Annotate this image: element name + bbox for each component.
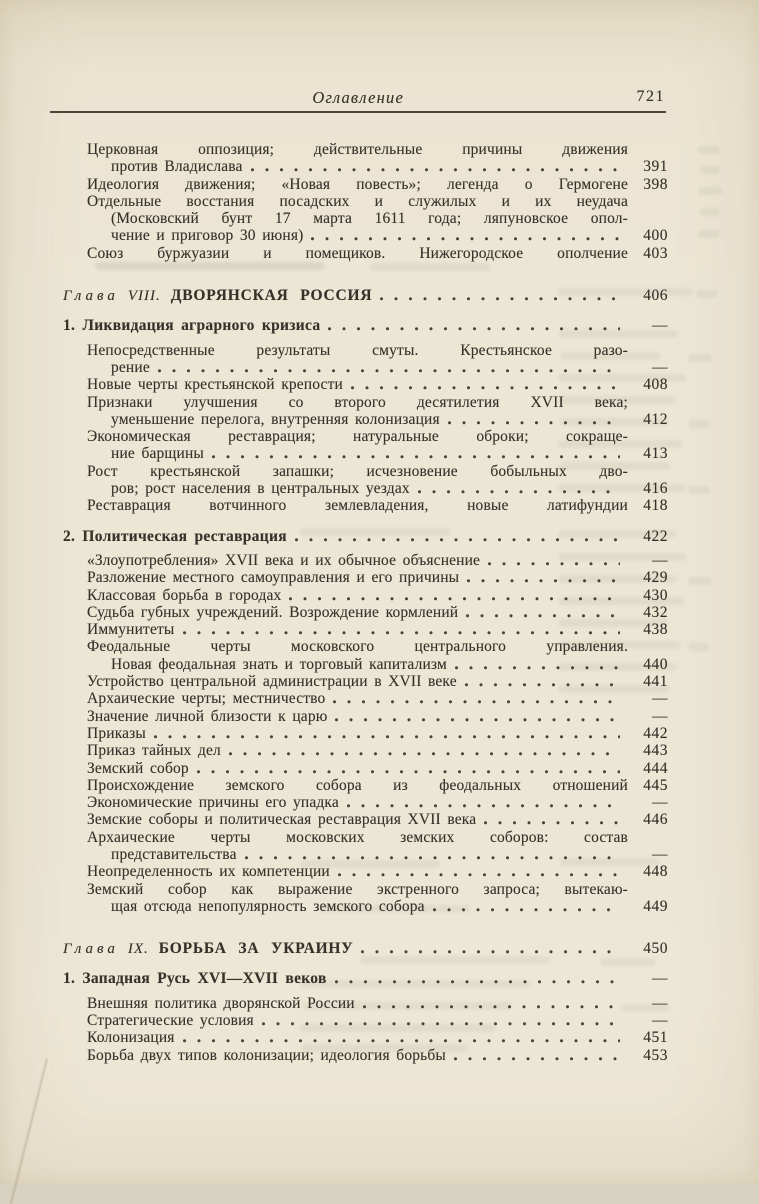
show-through-mark	[688, 643, 710, 651]
dot-leader	[228, 742, 620, 759]
show-through-mark	[698, 146, 720, 154]
toc-row	[63, 569, 668, 586]
dot-leader	[196, 760, 620, 777]
page-ref: —	[652, 970, 668, 988]
toc-entry-text: Новая феодальная знать и торговый капитализм	[111, 655, 447, 673]
section-row	[63, 528, 668, 545]
toc-entry-text: Признаки улучшения со второго десятилетия XVII века;	[87, 393, 628, 411]
dot-leader	[447, 411, 620, 428]
toc-block	[63, 342, 668, 515]
page-ref: —	[652, 707, 668, 725]
toc-row	[63, 621, 668, 638]
page-ref: 406	[643, 287, 668, 305]
section-title: 1. Ликвидация аграрного кризиса	[63, 317, 321, 335]
toc-row	[63, 725, 668, 742]
dot-leader	[464, 673, 620, 690]
toc-entry-text: представительства	[111, 845, 237, 863]
page-ref: —	[652, 551, 668, 569]
toc-entry-text: ров; рост населения в центральных уездах	[111, 480, 410, 498]
toc-row	[63, 656, 668, 673]
page-ref: 442	[643, 724, 668, 742]
page-ref: 440	[643, 655, 668, 673]
page-ref: —	[652, 994, 668, 1012]
folio-number: 721	[636, 88, 665, 105]
show-through-mark	[696, 290, 718, 298]
dot-leader	[362, 995, 620, 1012]
toc-row	[63, 245, 668, 262]
show-through-mark	[688, 420, 710, 428]
page-ref: 451	[643, 1029, 668, 1047]
toc-entry-text: щая отсюда непопулярность земского собора	[111, 897, 425, 915]
dot-leader	[483, 811, 620, 828]
dot-leader	[261, 1012, 620, 1029]
page-ref: 398	[643, 175, 668, 193]
page-ref: 444	[643, 759, 668, 777]
toc-row	[63, 158, 668, 175]
page-ref: 443	[643, 742, 668, 760]
dot-leader	[332, 690, 620, 707]
show-through-mark	[698, 230, 720, 238]
toc-entry-text: Классовая борьба в городах	[87, 586, 282, 604]
toc-row	[63, 480, 668, 497]
page-ref: —	[652, 317, 668, 335]
toc-entry-text: Борьба двух типов колонизации; идеология борьбы	[87, 1046, 446, 1064]
toc-row	[63, 445, 668, 462]
toc-row	[63, 587, 668, 604]
toc-entry-text: Иммунитеты	[87, 621, 175, 639]
toc-entry-text: Рост крестьянской запашки; исчезновение бобыльных дво-	[87, 462, 628, 480]
toc-entry-text: Новые черты крестьянской крепости	[87, 376, 343, 394]
dot-leader	[182, 1029, 620, 1046]
toc-entry-text: Архаические черты; местничество	[87, 690, 326, 708]
page-ref: 400	[643, 227, 668, 245]
toc-row	[63, 604, 668, 621]
toc-row	[63, 777, 668, 794]
toc-entry-text: Земский собор как выражение экстренного запроса; вытекаю-	[87, 880, 628, 898]
dot-leader	[211, 445, 620, 462]
toc-entry-text: Идеология движения; «Новая повесть»; легенда о Гермогене	[87, 175, 628, 193]
toc-entry-text: Разложение местного самоуправления и его причины	[87, 569, 460, 587]
toc-entry-text: Устройство центральной администрации в XVII веке	[87, 673, 457, 691]
dot-leader	[350, 376, 620, 393]
page-ref: 422	[643, 527, 668, 545]
toc-row	[63, 1029, 668, 1046]
toc-entry-text: Реставрация вотчинного землевладения, новые латифундии	[87, 497, 628, 515]
page-ref: 446	[643, 811, 668, 829]
toc-row	[63, 552, 668, 569]
toc-list	[63, 141, 668, 1064]
toc-row	[63, 394, 668, 411]
dot-leader	[465, 604, 620, 621]
dot-leader	[334, 970, 620, 987]
toc-entry-text: Земские соборы и политическая реставрация XVII века	[87, 811, 477, 829]
page-ref: 391	[643, 158, 668, 176]
toc-entry-text: уменьшение перелога, внутренняя колонизация	[111, 410, 440, 428]
toc-row	[63, 193, 668, 210]
toc-row	[63, 811, 668, 828]
toc-entry-text: Значение личной близости к царю	[87, 707, 328, 725]
dot-leader	[182, 621, 621, 638]
page-ref: 448	[643, 863, 668, 881]
show-through-mark	[688, 354, 712, 362]
page-ref: —	[652, 845, 668, 863]
section-title: 2. Политическая реставрация	[63, 527, 287, 545]
show-through-mark	[688, 486, 710, 494]
toc-entry-text: Земский собор	[87, 759, 189, 777]
toc-row	[63, 846, 668, 863]
toc-row	[63, 227, 668, 244]
page-ref: 408	[643, 376, 668, 394]
dot-leader	[288, 587, 620, 604]
toc-entry-text: Стратегические условия	[87, 1012, 254, 1030]
toc-row	[63, 995, 668, 1012]
page-ref: —	[652, 1012, 668, 1030]
dot-leader	[153, 725, 620, 742]
toc-entry-text: Феодальные черты московского центрального управления.	[87, 638, 628, 656]
chapter-row	[63, 287, 668, 304]
section-row	[63, 317, 668, 334]
show-through-mark	[700, 166, 720, 174]
toc-row	[63, 829, 668, 846]
toc-row	[63, 863, 668, 880]
toc-row	[63, 210, 668, 227]
page-ref: 441	[643, 673, 668, 691]
page-ref: —	[652, 794, 668, 812]
toc-row	[63, 141, 668, 158]
toc-row	[63, 690, 668, 707]
section-row	[63, 970, 668, 987]
toc-entry-text: чение и приговор 30 июня)	[111, 227, 304, 245]
toc-row	[63, 428, 668, 445]
page-ref: 453	[643, 1046, 668, 1064]
page-ref: 430	[643, 586, 668, 604]
toc-row	[63, 898, 668, 915]
show-through-mark	[688, 577, 712, 585]
page-ref: 412	[643, 410, 668, 428]
toc-row	[63, 1012, 668, 1029]
toc-row	[63, 411, 668, 428]
toc-row	[63, 342, 668, 359]
dot-leader	[346, 794, 620, 811]
toc-row	[63, 794, 668, 811]
toc-entry-text: Судьба губных учреждений. Возрождение кормлений	[87, 603, 459, 621]
chapter-title: БОРЬБА ЗА УКРАИНУ	[158, 940, 354, 958]
page-ref: —	[652, 690, 668, 708]
dot-leader	[360, 940, 620, 957]
dot-leader	[453, 1047, 620, 1064]
page-ref: 450	[643, 940, 668, 958]
toc-entry-text: Экономические причины его упадка	[87, 794, 339, 812]
dot-leader	[466, 569, 620, 586]
toc-entry-text: (Московский бунт 17 марта 1611 года; ляпуновское опол-	[111, 210, 628, 228]
toc-entry-text: Колонизация	[87, 1029, 175, 1047]
dot-leader	[454, 656, 620, 673]
dot-leader	[432, 898, 620, 915]
page-ref: 445	[643, 776, 668, 794]
section-title: 1. Западная Русь XVI—XVII веков	[63, 970, 327, 988]
toc-row	[63, 463, 668, 480]
page-ref: 403	[643, 244, 668, 262]
page-ref: 429	[643, 569, 668, 587]
toc-entry-text: Экономическая реставрация; натуральные оброки; сокраще-	[87, 428, 628, 446]
running-head	[63, 88, 668, 107]
show-through-mark	[700, 208, 720, 216]
page-ref: 438	[643, 621, 668, 639]
dot-leader	[250, 158, 620, 175]
chapter-numeral: VIII.	[127, 288, 161, 305]
toc-entry-text: ние барщины	[111, 445, 204, 463]
page-ref: 416	[643, 480, 668, 498]
dot-leader	[417, 480, 620, 497]
toc-row	[63, 742, 668, 759]
toc-row	[63, 881, 668, 898]
toc-row	[63, 638, 668, 655]
toc-entry-text: Непосредственные результаты смуты. Крестьянское разо-	[87, 341, 628, 359]
show-through-mark	[698, 187, 722, 195]
toc-row	[63, 359, 668, 376]
toc-entry-text: Внешняя политика дворянской России	[87, 994, 355, 1012]
toc-row	[63, 673, 668, 690]
chapter-word: Глава	[63, 941, 119, 958]
chapter-title: ДВОРЯНСКАЯ РОССИЯ	[170, 287, 373, 305]
page-ref: 432	[643, 603, 668, 621]
page-ref: —	[652, 358, 668, 376]
toc-row	[63, 708, 668, 725]
toc-entry-text: Приказ тайных дел	[87, 742, 221, 760]
toc-block	[63, 552, 668, 915]
page-ref: 413	[643, 445, 668, 463]
page-ref: 418	[643, 497, 668, 515]
head-rule	[50, 111, 666, 113]
chapter-row	[63, 940, 668, 957]
toc-block	[63, 995, 668, 1064]
toc-entry-text: Приказы	[87, 724, 147, 742]
toc-row	[63, 760, 668, 777]
toc-row	[63, 176, 668, 193]
dot-leader	[310, 227, 620, 244]
toc-row	[63, 497, 668, 514]
dot-leader	[244, 846, 620, 863]
toc-entry-text: Архаические черты московских земских соборов: состав	[87, 828, 628, 846]
toc-entry-text: Союз буржуазии и помещиков. Нижегородское ополчение	[87, 244, 628, 262]
dot-leader	[487, 552, 620, 569]
dot-leader	[334, 708, 620, 725]
toc-entry-text: рение	[111, 358, 150, 376]
toc-entry-text: Неопределенность их компетенции	[87, 863, 330, 881]
toc-entry-text: Церковная оппозиция; действительные причины движения	[87, 141, 628, 158]
toc-entry-text: Отдельные восстания посадских и служилых и их неудача	[87, 192, 628, 210]
toc-row	[63, 376, 668, 393]
dot-leader	[337, 863, 620, 880]
dot-leader	[157, 359, 620, 376]
dot-leader	[379, 287, 620, 304]
toc-row	[63, 1047, 668, 1064]
toc-entry-text: против Владислава	[111, 158, 243, 176]
running-head-title: Оглавление	[312, 88, 404, 107]
dot-leader	[327, 317, 620, 334]
dot-leader	[294, 528, 620, 545]
toc-entry-text: Происхождение земского собора из феодальных отношений	[87, 776, 628, 794]
chapter-word: Глава	[63, 288, 119, 305]
toc-entry-text: «Злоупотребления» XVII века и их обычное объяснение	[87, 551, 481, 569]
page-ref: 449	[643, 897, 668, 915]
chapter-numeral: IX.	[127, 941, 149, 958]
toc-block	[63, 141, 668, 262]
